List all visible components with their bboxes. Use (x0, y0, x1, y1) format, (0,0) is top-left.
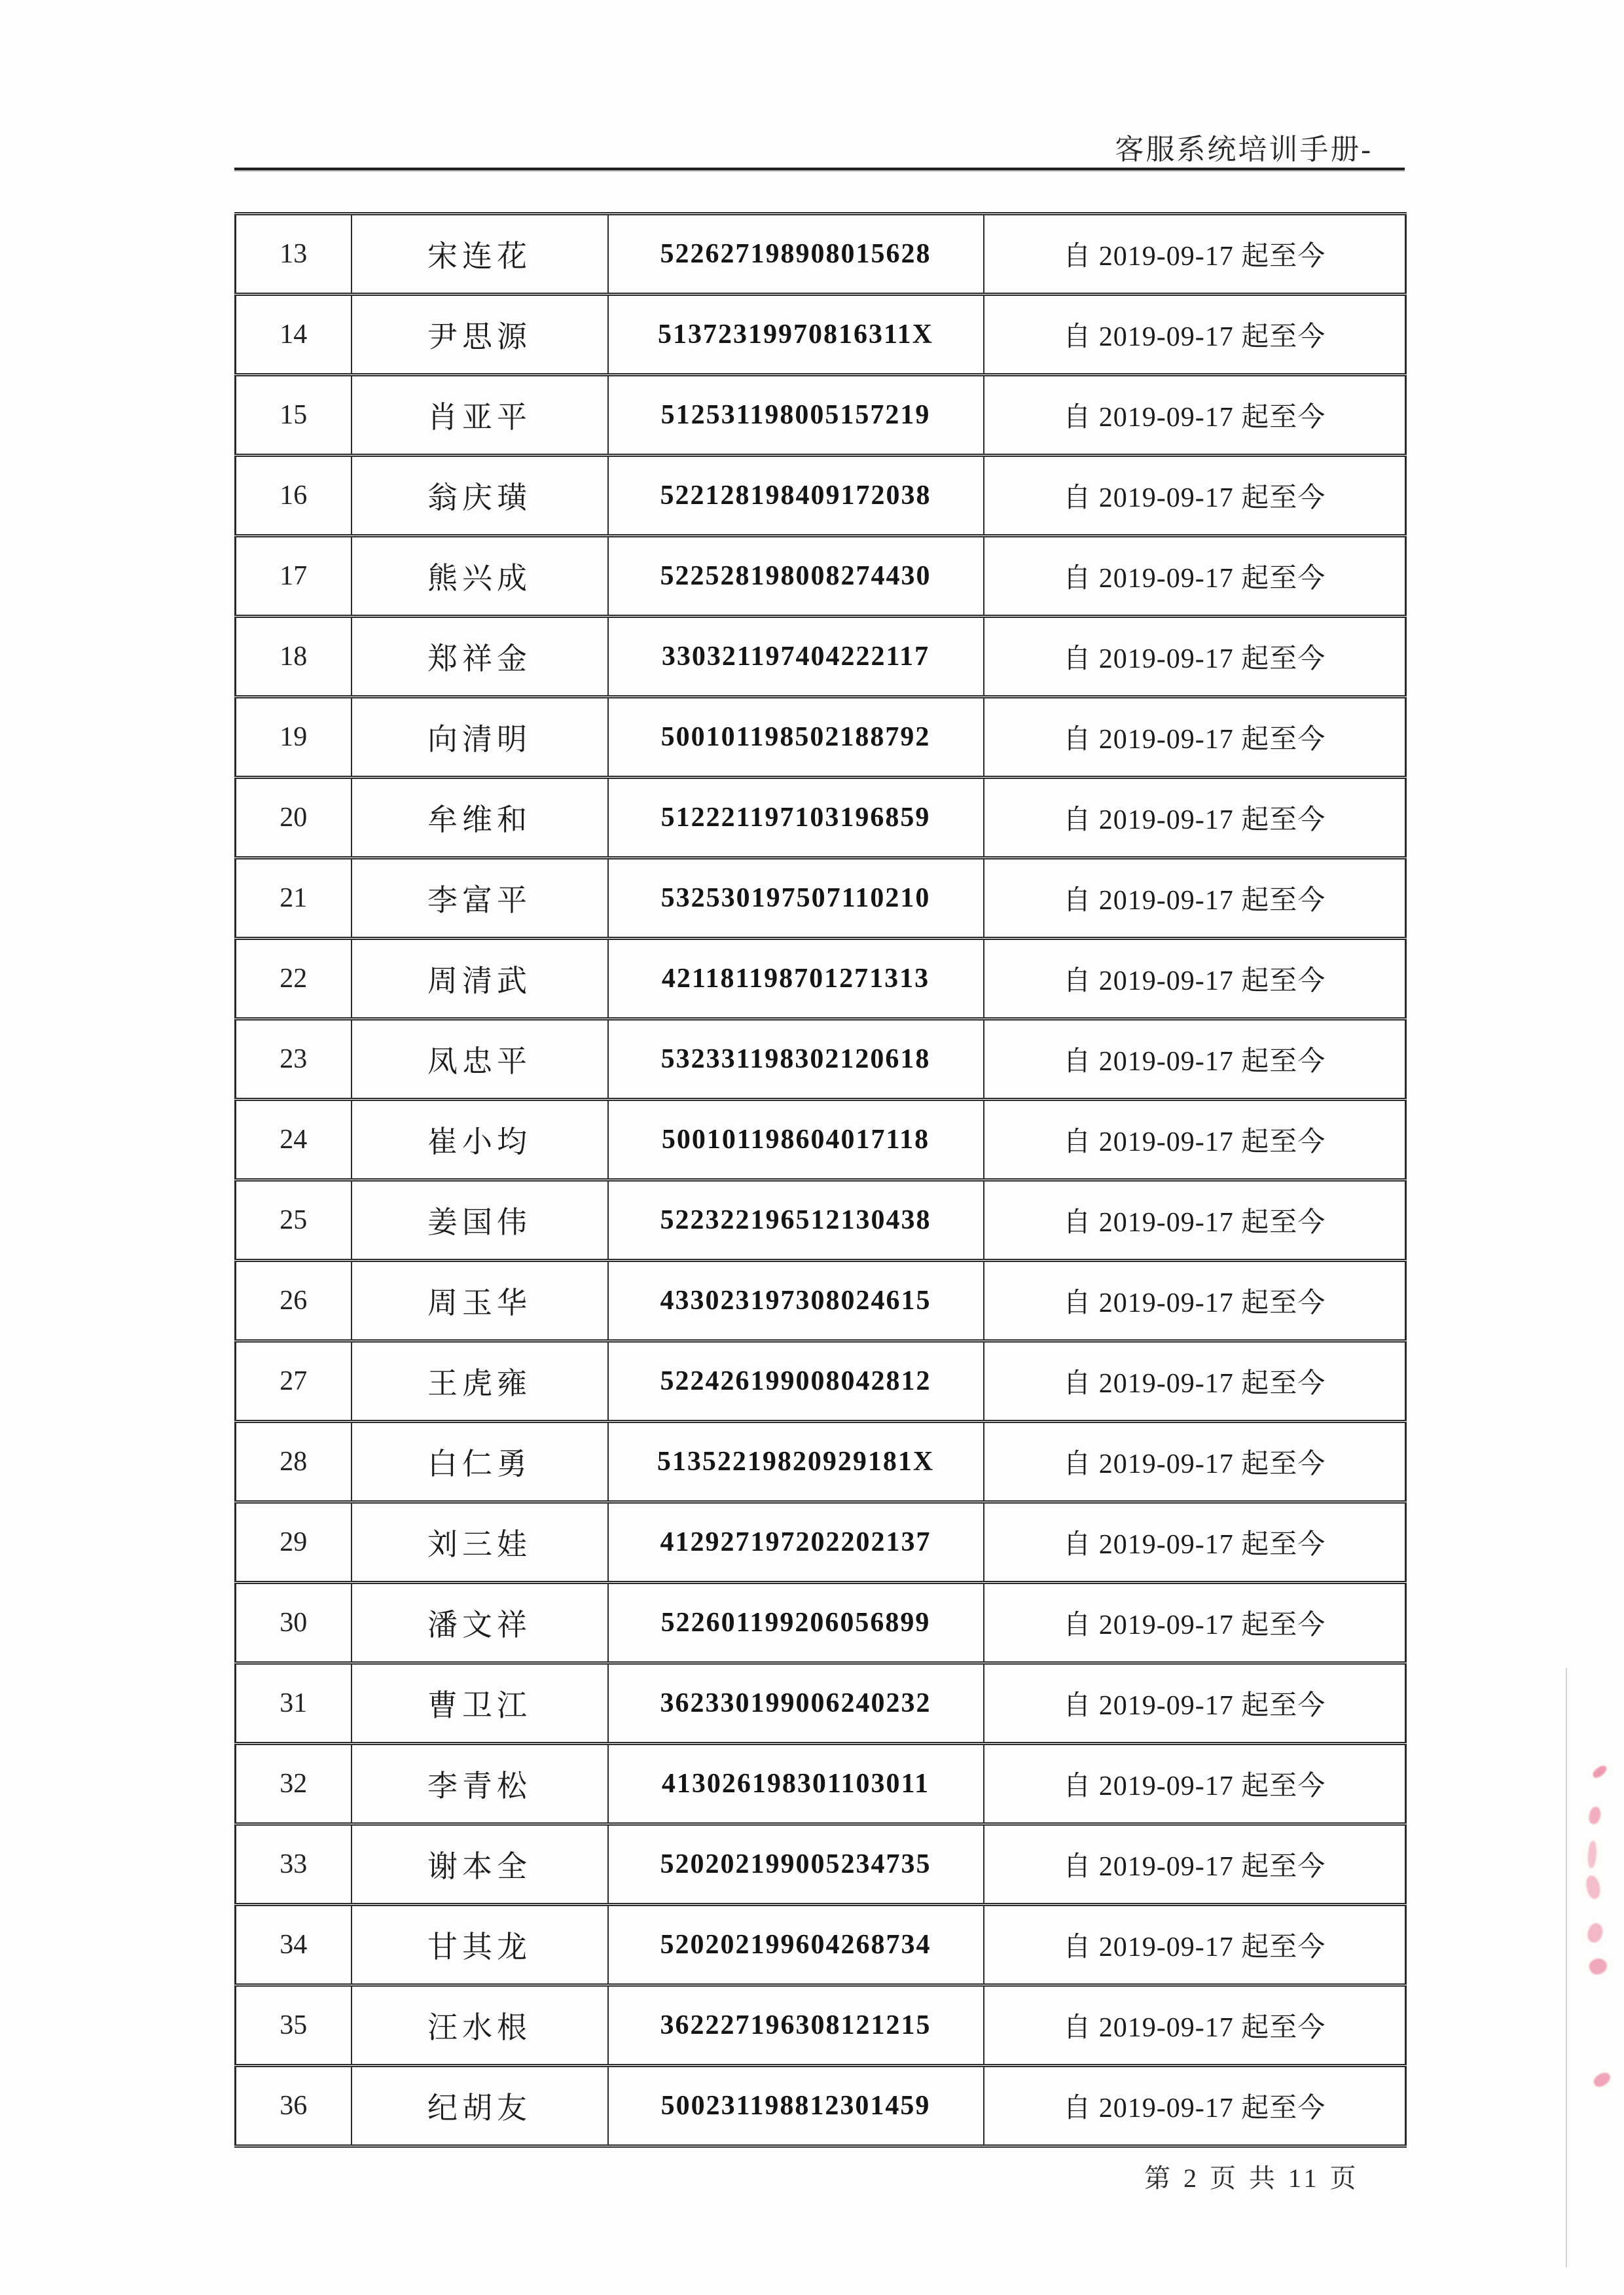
table-row (236, 617, 1406, 697)
table-row (236, 1100, 1406, 1180)
table-row (236, 1824, 1406, 1905)
id-number-cell: 500101198502188792 (608, 697, 984, 778)
name-cell: 熊兴成 (352, 536, 608, 617)
id-number-cell: 520202199604268734 (608, 1905, 984, 1985)
validity-period-cell: 自 2019-09-17 起至今 (984, 778, 1406, 858)
id-number-cell: 421181198701271313 (608, 939, 984, 1019)
row-number-cell: 36 (236, 2066, 352, 2146)
id-number-cell: 362330199006240232 (608, 1663, 984, 1744)
name-cell: 尹思源 (352, 295, 608, 375)
table-row (236, 1422, 1406, 1502)
table-row (236, 295, 1406, 375)
validity-period-cell: 自 2019-09-17 起至今 (984, 456, 1406, 536)
name-cell: 潘文祥 (352, 1583, 608, 1663)
id-number-cell: 500231198812301459 (608, 2066, 984, 2146)
row-number-cell: 34 (236, 1905, 352, 1985)
name-cell: 曹卫江 (352, 1663, 608, 1744)
validity-period-cell: 自 2019-09-17 起至今 (984, 1341, 1406, 1422)
table-row (236, 778, 1406, 858)
red-stamp-residue (1585, 1875, 1602, 1900)
row-number-cell: 27 (236, 1341, 352, 1422)
row-number-cell: 17 (236, 536, 352, 617)
validity-period-cell: 自 2019-09-17 起至今 (984, 858, 1406, 939)
row-number-cell: 31 (236, 1663, 352, 1744)
table-row (236, 1985, 1406, 2066)
table-row (236, 1019, 1406, 1100)
validity-period-cell: 自 2019-09-17 起至今 (984, 1905, 1406, 1985)
header-rule (234, 168, 1405, 170)
table-row (236, 697, 1406, 778)
red-stamp-residue (1591, 1763, 1609, 1780)
red-stamp-residue (1587, 1841, 1598, 1869)
validity-period-cell: 自 2019-09-17 起至今 (984, 939, 1406, 1019)
name-cell: 周玉华 (352, 1261, 608, 1341)
table-row (236, 1341, 1406, 1422)
validity-period-cell: 自 2019-09-17 起至今 (984, 1824, 1406, 1905)
row-number-cell: 22 (236, 939, 352, 1019)
id-number-cell: 522128198409172038 (608, 456, 984, 536)
id-number-cell: 500101198604017118 (608, 1100, 984, 1180)
id-number-cell: 330321197404222117 (608, 617, 984, 697)
validity-period-cell: 自 2019-09-17 起至今 (984, 1100, 1406, 1180)
table-row (236, 858, 1406, 939)
row-number-cell: 19 (236, 697, 352, 778)
red-stamp-residue (1587, 1955, 1610, 1977)
page-edge-line (1566, 1668, 1567, 2268)
id-number-cell: 522528198008274430 (608, 536, 984, 617)
row-number-cell: 30 (236, 1583, 352, 1663)
table-row (236, 1180, 1406, 1261)
id-number-cell: 522322196512130438 (608, 1180, 984, 1261)
id-number-cell: 51372319970816311X (608, 295, 984, 375)
table-row (236, 1663, 1406, 1744)
table-row (236, 1905, 1406, 1985)
name-cell: 纪胡友 (352, 2066, 608, 2146)
validity-period-cell: 自 2019-09-17 起至今 (984, 1261, 1406, 1341)
validity-period-cell: 自 2019-09-17 起至今 (984, 1663, 1406, 1744)
table-row (236, 1261, 1406, 1341)
id-number-cell: 412927197202202137 (608, 1502, 984, 1583)
row-number-cell: 14 (236, 295, 352, 375)
name-cell: 刘三娃 (352, 1502, 608, 1583)
name-cell: 汪水根 (352, 1985, 608, 2066)
validity-period-cell: 自 2019-09-17 起至今 (984, 1422, 1406, 1502)
table-body (236, 214, 1406, 2146)
table-row (236, 2066, 1406, 2146)
validity-period-cell: 自 2019-09-17 起至今 (984, 697, 1406, 778)
table-row (236, 1744, 1406, 1824)
name-cell: 李富平 (352, 858, 608, 939)
validity-period-cell: 自 2019-09-17 起至今 (984, 1019, 1406, 1100)
row-number-cell: 16 (236, 456, 352, 536)
personnel-roster-table (234, 212, 1407, 2148)
row-number-cell: 24 (236, 1100, 352, 1180)
red-stamp-residue (1587, 1805, 1602, 1825)
red-stamp-residue (1591, 2070, 1612, 2089)
table-row (236, 1502, 1406, 1583)
name-cell: 周清武 (352, 939, 608, 1019)
row-number-cell: 32 (236, 1744, 352, 1824)
table-row (236, 939, 1406, 1019)
id-number-cell: 532331198302120618 (608, 1019, 984, 1100)
row-number-cell: 13 (236, 214, 352, 295)
id-number-cell: 522426199008042812 (608, 1341, 984, 1422)
table-row (236, 375, 1406, 456)
row-number-cell: 26 (236, 1261, 352, 1341)
row-number-cell: 15 (236, 375, 352, 456)
table-row (236, 456, 1406, 536)
name-cell: 肖亚平 (352, 375, 608, 456)
row-number-cell: 21 (236, 858, 352, 939)
red-stamp-residue (1585, 1921, 1606, 1945)
table-row (236, 214, 1406, 295)
row-number-cell: 20 (236, 778, 352, 858)
validity-period-cell: 自 2019-09-17 起至今 (984, 1744, 1406, 1824)
id-number-cell: 51352219820929181X (608, 1422, 984, 1502)
id-number-cell: 362227196308121215 (608, 1985, 984, 2066)
validity-period-cell: 自 2019-09-17 起至今 (984, 375, 1406, 456)
name-cell: 姜国伟 (352, 1180, 608, 1261)
table-row (236, 1583, 1406, 1663)
header-title: 客服系统培训手册- (1115, 134, 1373, 166)
name-cell: 郑祥金 (352, 617, 608, 697)
name-cell: 凤忠平 (352, 1019, 608, 1100)
name-cell: 李青松 (352, 1744, 608, 1824)
validity-period-cell: 自 2019-09-17 起至今 (984, 1180, 1406, 1261)
id-number-cell: 512221197103196859 (608, 778, 984, 858)
name-cell: 宋连花 (352, 214, 608, 295)
row-number-cell: 29 (236, 1502, 352, 1583)
id-number-cell: 522627198908015628 (608, 214, 984, 295)
row-number-cell: 25 (236, 1180, 352, 1261)
validity-period-cell: 自 2019-09-17 起至今 (984, 214, 1406, 295)
row-number-cell: 33 (236, 1824, 352, 1905)
row-number-cell: 28 (236, 1422, 352, 1502)
validity-period-cell: 自 2019-09-17 起至今 (984, 295, 1406, 375)
name-cell: 白仁勇 (352, 1422, 608, 1502)
name-cell: 王虎雍 (352, 1341, 608, 1422)
validity-period-cell: 自 2019-09-17 起至今 (984, 1502, 1406, 1583)
validity-period-cell: 自 2019-09-17 起至今 (984, 617, 1406, 697)
id-number-cell: 520202199005234735 (608, 1824, 984, 1905)
validity-period-cell: 自 2019-09-17 起至今 (984, 2066, 1406, 2146)
id-number-cell: 512531198005157219 (608, 375, 984, 456)
table-row (236, 536, 1406, 617)
name-cell: 谢本全 (352, 1824, 608, 1905)
row-number-cell: 23 (236, 1019, 352, 1100)
row-number-cell: 35 (236, 1985, 352, 2066)
row-number-cell: 18 (236, 617, 352, 697)
name-cell: 牟维和 (352, 778, 608, 858)
page-number-footer: 第 2 页 共 11 页 (1144, 2163, 1360, 2193)
id-number-cell: 532530197507110210 (608, 858, 984, 939)
validity-period-cell: 自 2019-09-17 起至今 (984, 1985, 1406, 2066)
name-cell: 翁庆璜 (352, 456, 608, 536)
id-number-cell: 413026198301103011 (608, 1744, 984, 1824)
name-cell: 甘其龙 (352, 1905, 608, 1985)
id-number-cell: 522601199206056899 (608, 1583, 984, 1663)
id-number-cell: 433023197308024615 (608, 1261, 984, 1341)
validity-period-cell: 自 2019-09-17 起至今 (984, 1583, 1406, 1663)
name-cell: 向清明 (352, 697, 608, 778)
validity-period-cell: 自 2019-09-17 起至今 (984, 536, 1406, 617)
name-cell: 崔小均 (352, 1100, 608, 1180)
